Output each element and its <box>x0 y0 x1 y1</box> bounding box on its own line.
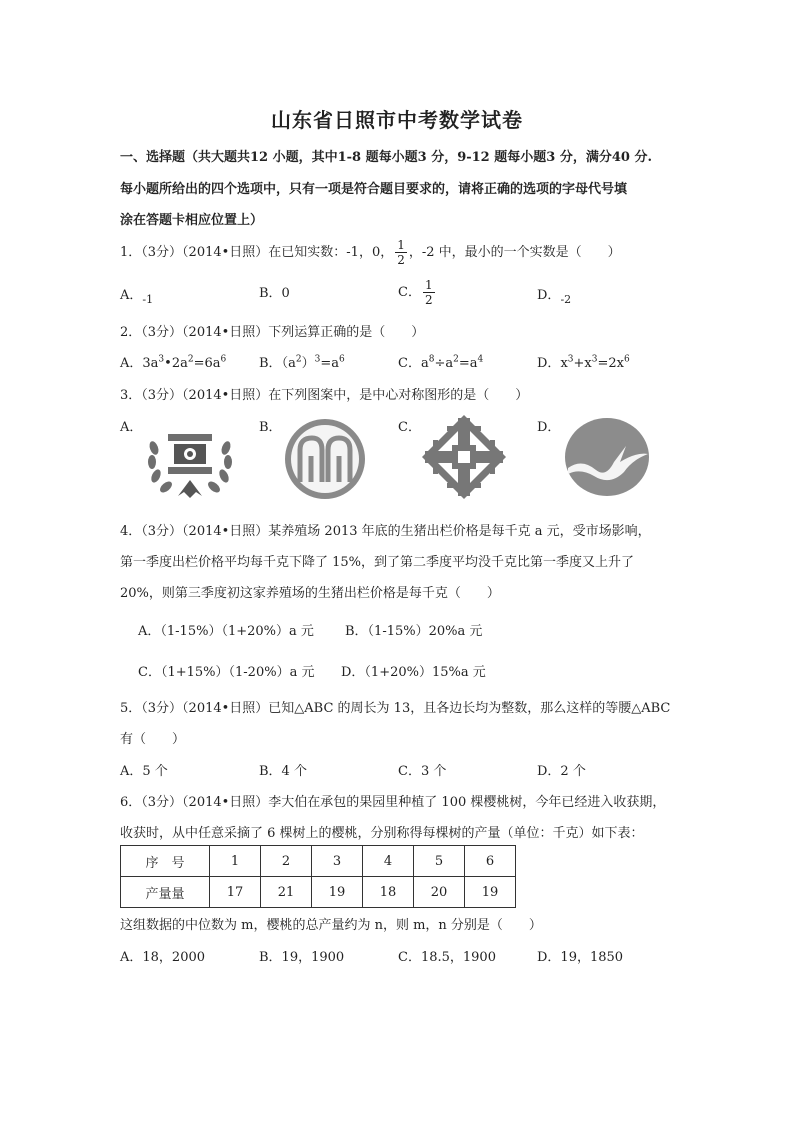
question-2-option-b[interactable]: B．$(a^2)^3=a^6$ <box>259 354 345 371</box>
table-cell: 6 <box>465 846 516 877</box>
question-2-option-a[interactable]: A．$3a^3•2a^2=6a^6$ <box>120 354 227 371</box>
question-6-line3: 这组数据的中位数为 m，樱桃的总产量约为 n，则 m，n 分别是（ ） <box>120 918 542 933</box>
question-6-option-d[interactable]: D．19，1850 <box>537 950 624 965</box>
table-row <box>121 877 516 908</box>
option-label: D． <box>537 288 561 303</box>
table-cell: 19 <box>465 877 516 908</box>
table-cell: 1 <box>210 846 261 877</box>
table-cell: 17 <box>210 877 261 908</box>
option-label: C． <box>398 356 421 371</box>
wave-circle-pattern-icon[interactable] <box>562 416 652 498</box>
question-2-option-d[interactable]: D．$x^3+x^3=2x^6$ <box>537 354 630 371</box>
option-value: -2 <box>560 293 572 306</box>
question-5-option-d[interactable]: D．2 个 <box>537 764 586 779</box>
question-4-option-b[interactable]: B．（1-15%）20%a 元 <box>345 624 483 639</box>
section-header-line2: 每小题所给出的四个选项中，只有一项是符合题目要求的，请将正确的选项的字母代号填 <box>120 182 628 197</box>
question-4-option-c[interactable]: C．（1+15%）（1-20%）a 元 <box>138 665 315 680</box>
question-5-option-b[interactable]: B．4 个 <box>259 764 307 779</box>
question-1-option-d[interactable] <box>537 284 571 306</box>
question-3-option-c-label[interactable]: C． <box>398 420 421 435</box>
question-1-stem-a: 1．（3分）（2014•日照）在已知实数：-1，0， <box>120 245 394 260</box>
option-label: A． <box>120 356 143 371</box>
table-row <box>121 846 516 877</box>
option-label: A． <box>120 288 143 303</box>
table-cell: 21 <box>261 877 312 908</box>
question-6-option-b[interactable]: B．19，1900 <box>259 950 345 965</box>
option-label: D． <box>537 356 561 371</box>
question-6-line2: 收获时，从中任意采摘了 6 棵树上的樱桃，分别称得每棵树的产量（单位：千克）如下表： <box>120 826 644 841</box>
question-5-option-c[interactable]: C．3 个 <box>398 764 447 779</box>
question-5-option-a[interactable]: A．5 个 <box>120 764 168 779</box>
table-header-cell: 序 号 <box>121 846 210 877</box>
table-cell: 18 <box>363 877 414 908</box>
question-3-option-a-label[interactable]: A． <box>120 420 143 435</box>
question-4-line3: 20%，则第三季度初这家养殖场的生猪出栏价格是每千克（ ） <box>120 586 500 601</box>
question-2-stem: 2．（3分）（2014•日照）下列运算正确的是（ ） <box>120 325 425 340</box>
question-4-line1: 4．（3分）（2014•日照）某养殖场 2013 年底的生猪出栏价格是每千克 a 元，受市场影响， <box>120 524 651 539</box>
question-1-option-c[interactable] <box>398 278 437 307</box>
question-1-fraction <box>395 238 407 267</box>
question-6-option-a[interactable]: A．18，2000 <box>120 950 206 965</box>
page-title: 山东省日照市中考数学试卷 <box>271 108 523 132</box>
question-4-option-a[interactable]: A．（1-15%）（1+20%）a 元 <box>138 624 314 639</box>
emblem-pattern-icon[interactable] <box>144 420 236 502</box>
cross-pattern-icon[interactable] <box>419 412 509 502</box>
option-label: B． <box>259 356 282 371</box>
fraction-numerator: 1 <box>424 278 433 292</box>
question-4-option-d[interactable]: D．（1+20%）15%a 元 <box>341 665 486 680</box>
question-6-option-c[interactable]: C．18.5，1900 <box>398 950 496 965</box>
fraction-numerator: 1 <box>397 238 405 252</box>
question-1-option-a[interactable] <box>120 284 153 306</box>
arch-circle-pattern-icon[interactable] <box>282 416 368 502</box>
question-5-line2: 有（ ） <box>120 732 186 747</box>
table-cell: 4 <box>363 846 414 877</box>
question-6-line1: 6．（3分）（2014•日照）李大伯在承包的果园里种植了 100 棵樱桃树，今年已经进入收获期， <box>120 795 666 810</box>
question-5-line1: 5．（3分）（2014•日照）已知△ABC 的周长为 13，且各边长均为整数，那么这样的等腰△ABC <box>120 701 671 716</box>
question-4-line2: 第一季度出栏价格平均每千克下降了 15%，到了第二季度平均没千克比第一季度又上升了 <box>120 555 635 570</box>
table-cell: 3 <box>312 846 363 877</box>
fraction-denominator: 2 <box>424 293 433 307</box>
question-1-stem <box>120 238 621 267</box>
option-label: C． <box>398 285 421 300</box>
yield-table <box>120 845 516 908</box>
table-cell: 2 <box>261 846 312 877</box>
table-cell: 20 <box>414 877 465 908</box>
table-header-cell: 产量量 <box>121 877 210 908</box>
question-3-option-d-label[interactable]: D． <box>537 420 561 435</box>
section-header-line1: 一、选择题（共大题共12 小题，其中1-8 题每小题3 分，9-12 题每小题3 分，满分40 分. <box>120 150 652 165</box>
question-1-stem-b: ，-2 中，最小的一个实数是（ ） <box>408 245 621 260</box>
option-c-fraction <box>423 278 435 307</box>
question-3-stem: 3．（3分）（2014•日照）在下列图案中，是中心对称图形的是（ ） <box>120 388 529 403</box>
table-cell: 19 <box>312 877 363 908</box>
fraction-denominator: 2 <box>397 253 405 267</box>
table-cell: 5 <box>414 846 465 877</box>
section-header-line3: 涂在答题卡相应位置上） <box>120 213 264 228</box>
option-value: -1 <box>142 293 154 306</box>
question-1-option-b[interactable]: B．0 <box>259 286 290 301</box>
question-2-option-c[interactable]: C．$a^8\div a^2=a^4$ <box>398 354 484 371</box>
question-3-option-b-label[interactable]: B． <box>259 420 282 435</box>
